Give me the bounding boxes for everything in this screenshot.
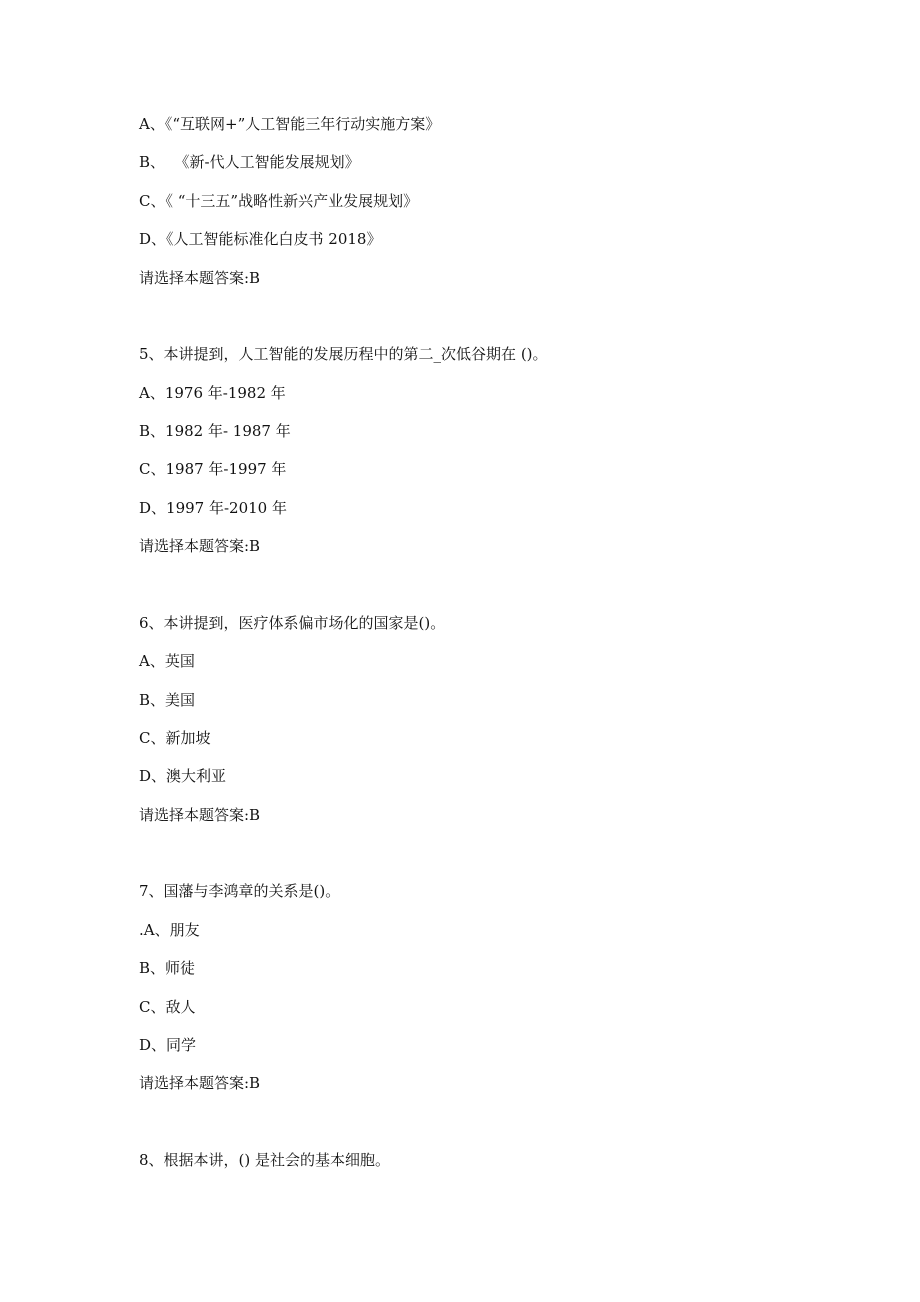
option-c: C、1987 年-1997 年 [139, 460, 287, 478]
question-8: 8、根据本讲，() 是社会的基本细胞。 [139, 1151, 391, 1169]
question-6: 6、本讲提到，医疗体系偏市场化的国家是()。 [139, 614, 446, 632]
question-5: 5、本讲提到，人工智能的发展历程中的第二_次低谷期在 ()。 [139, 345, 548, 363]
option-c: C、新加坡 [139, 729, 211, 747]
option-c: C、敌人 [139, 998, 196, 1016]
answer-line: 请选择本题答案:B [139, 269, 261, 287]
option-a: .A、朋友 [139, 921, 200, 939]
option-a: A、英国 [139, 652, 195, 670]
option-d: D、同学 [139, 1036, 197, 1054]
answer-line: 请选择本题答案:B [139, 1074, 261, 1092]
option-d: D、《人工智能标准化白皮书 2018》 [139, 230, 382, 248]
option-b: B、师徒 [139, 959, 196, 977]
answer-line: 请选择本题答案:B [139, 806, 261, 824]
question-7: 7、国藩与李鸿章的关系是()。 [139, 882, 341, 900]
option-d: D、澳大利亚 [139, 767, 227, 785]
option-b: B、1982 年- 1987 年 [139, 422, 291, 440]
option-a: A、《“互联网+”人工智能三年行动实施方案》 [139, 115, 441, 133]
option-b: B、美国 [139, 691, 196, 709]
answer-line: 请选择本题答案:B [139, 537, 261, 555]
option-d: D、1997 年-2010 年 [139, 499, 287, 517]
option-a: A、1976 年-1982 年 [139, 384, 286, 402]
option-b: B、 《新-代人工智能发展规划》 [139, 153, 360, 171]
option-c: C、《 “十三五”战略性新兴产业发展规划》 [139, 192, 419, 210]
